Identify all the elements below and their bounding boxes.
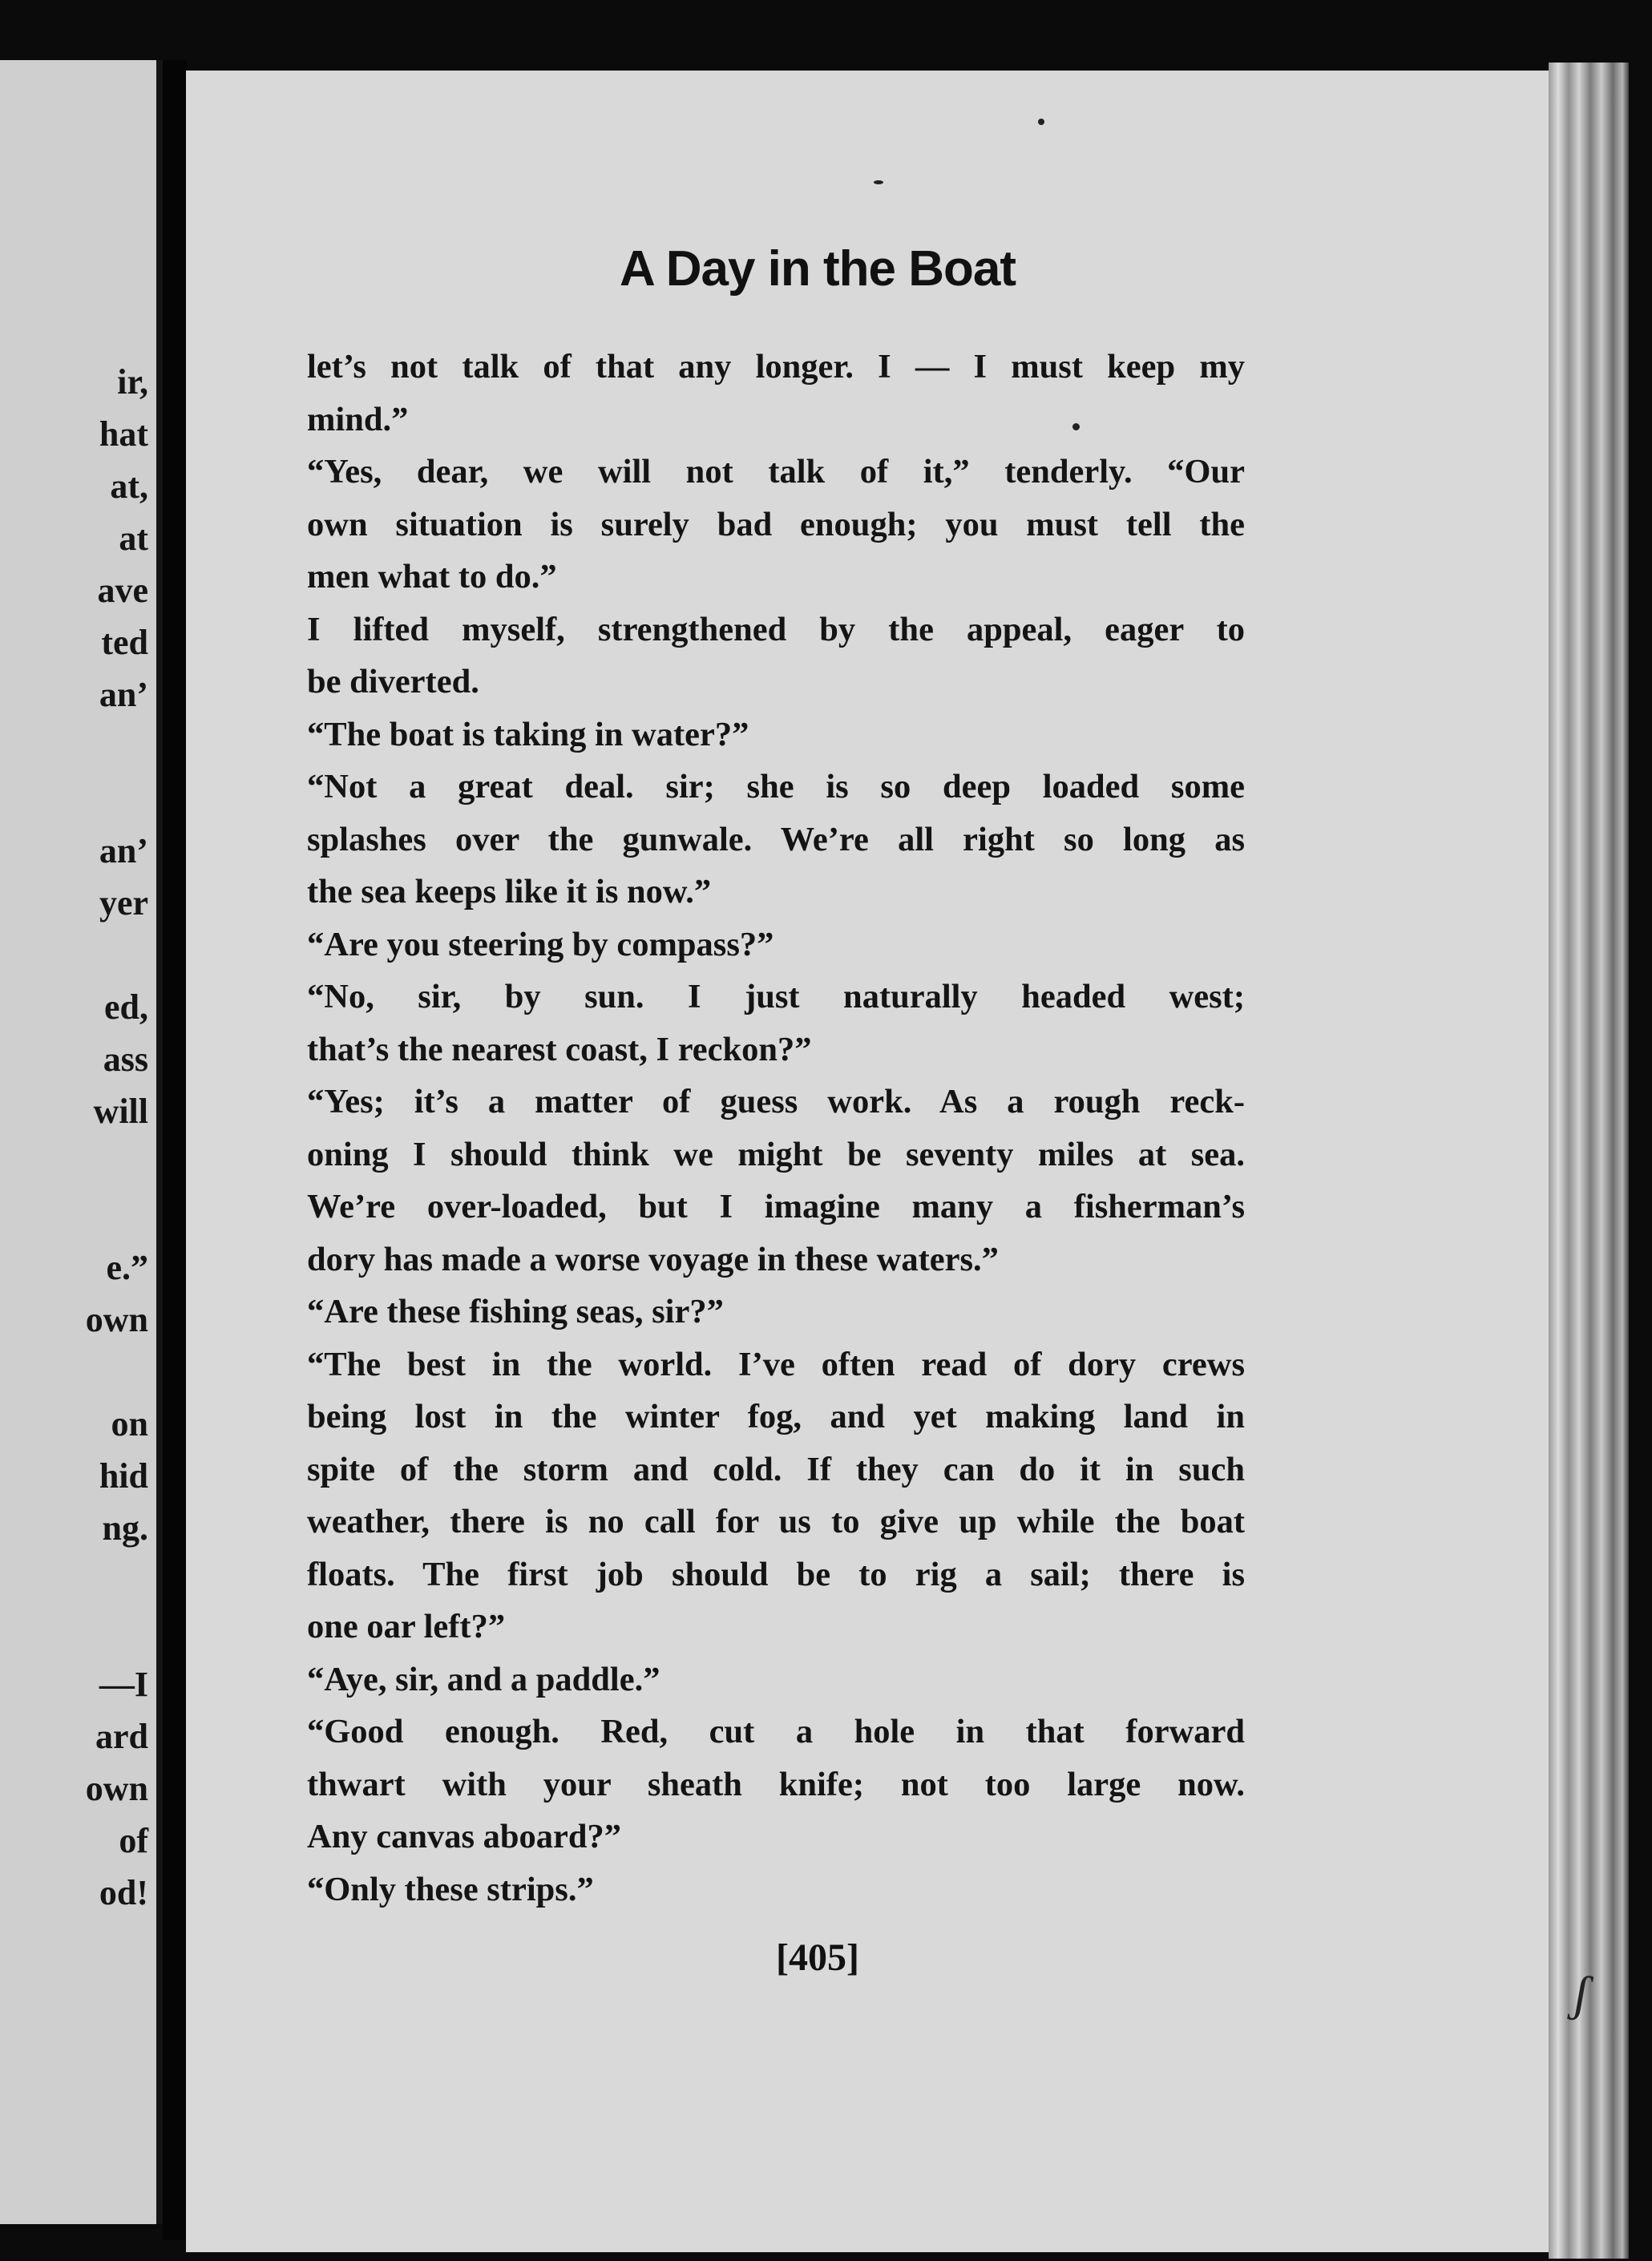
text-line: “The boat is taking in water?”: [307, 715, 749, 753]
text-line: Any canvas aboard?”: [307, 1818, 622, 1855]
facing-page-fragment: ave: [97, 571, 148, 610]
facing-page-fragment: ir,: [117, 362, 148, 402]
facing-page-fragment: on: [111, 1404, 148, 1443]
facing-page-fragment: yer: [99, 883, 148, 923]
facing-page-fragment: will: [93, 1092, 148, 1131]
text-line: “No, sir, by sun. I just naturally headed west;: [307, 978, 1245, 1015]
text-line: men what to do.”: [307, 558, 557, 596]
facing-page-fragment: ng.: [102, 1508, 148, 1548]
facing-page-fragment: at: [119, 519, 148, 558]
text-line: “Aye, sir, and a paddle.”: [307, 1660, 660, 1698]
facing-page-fragment: od!: [99, 1873, 148, 1912]
facing-page-fragment: —I: [99, 1665, 148, 1704]
text-line: “Only these strips.”: [307, 1870, 594, 1908]
facing-page-fragment: of: [119, 1821, 148, 1860]
text-line: oning I should think we might be seventy miles at sea.: [307, 1135, 1245, 1173]
text-line: I lifted myself, strengthened by the appeal, eager to: [307, 610, 1245, 648]
text-line: “The best in the world. I’ve often read of dory crews: [307, 1345, 1245, 1383]
body-text: [307, 341, 1245, 1916]
running-head: A Day in the Boat: [620, 241, 1016, 297]
facing-page-fragment: ard: [95, 1717, 148, 1756]
text-line: the sea keeps like it is now.”: [307, 873, 712, 910]
text-line: that’s the nearest coast, I reckon?”: [307, 1030, 812, 1068]
text-line: floats. The first job should be to rig a sail; there is: [307, 1555, 1245, 1593]
text-line: weather, there is no call for us to give up while the boat: [307, 1503, 1245, 1540]
text-line: dory has made a worse voyage in these waters.”: [307, 1240, 999, 1278]
text-line: splashes over the gunwale. We’re all right so long as: [307, 820, 1245, 858]
text-line: “Yes; it’s a matter of guess work. As a rough reck-: [307, 1083, 1245, 1120]
text-line: We’re over-loaded, but I imagine many a fisherman’s: [307, 1188, 1245, 1225]
text-line: “Are these fishing seas, sir?”: [307, 1293, 724, 1330]
text-line: spite of the storm and cold. If they can do it in such: [307, 1450, 1245, 1488]
text-line: “Good enough. Red, cut a hole in that forward: [307, 1713, 1245, 1750]
facing-page-fragment: hid: [99, 1456, 148, 1496]
text-line: be diverted.: [307, 663, 479, 701]
text-line: let’s not talk of that any longer. I — I must keep my: [307, 348, 1245, 386]
facing-page-fragment: at,: [110, 466, 148, 506]
facing-page-fragment: hat: [99, 414, 148, 454]
facing-page-fragment: an’: [99, 675, 148, 714]
facing-page-fragment: an’: [99, 831, 148, 870]
text-line: being lost in the winter fog, and yet making land in: [307, 1398, 1245, 1435]
text-line: mind.”: [307, 400, 409, 438]
book-gutter: [163, 60, 187, 2240]
page-edge-stack: [1549, 63, 1629, 2259]
facing-page-fragment: e.”: [106, 1248, 148, 1287]
text-line: “Are you steering by compass?”: [307, 925, 774, 963]
text-line: own situation is surely bad enough; you must tell the: [307, 505, 1245, 543]
facing-page-fragment: own: [85, 1300, 148, 1339]
text-line: thwart with your sheath knife; not too large now.: [307, 1765, 1245, 1803]
facing-page-fragment: ass: [103, 1040, 148, 1079]
text-line: “Not a great deal. sir; she is so deep loaded some: [307, 768, 1245, 805]
facing-page-fragment: own: [85, 1769, 148, 1808]
edge-mark: ʃ: [1568, 1963, 1595, 2023]
facing-page: [0, 60, 163, 2224]
page-number: [405]: [776, 1936, 859, 1979]
facing-page-fragment: ed,: [104, 987, 148, 1027]
print-speck: [1038, 119, 1044, 125]
facing-page-fragment: ted: [101, 623, 148, 662]
text-line: one oar left?”: [307, 1608, 506, 1645]
text-line: “Yes, dear, we will not talk of it,” tenderly. “Our: [307, 453, 1245, 491]
print-speck: [874, 180, 883, 184]
